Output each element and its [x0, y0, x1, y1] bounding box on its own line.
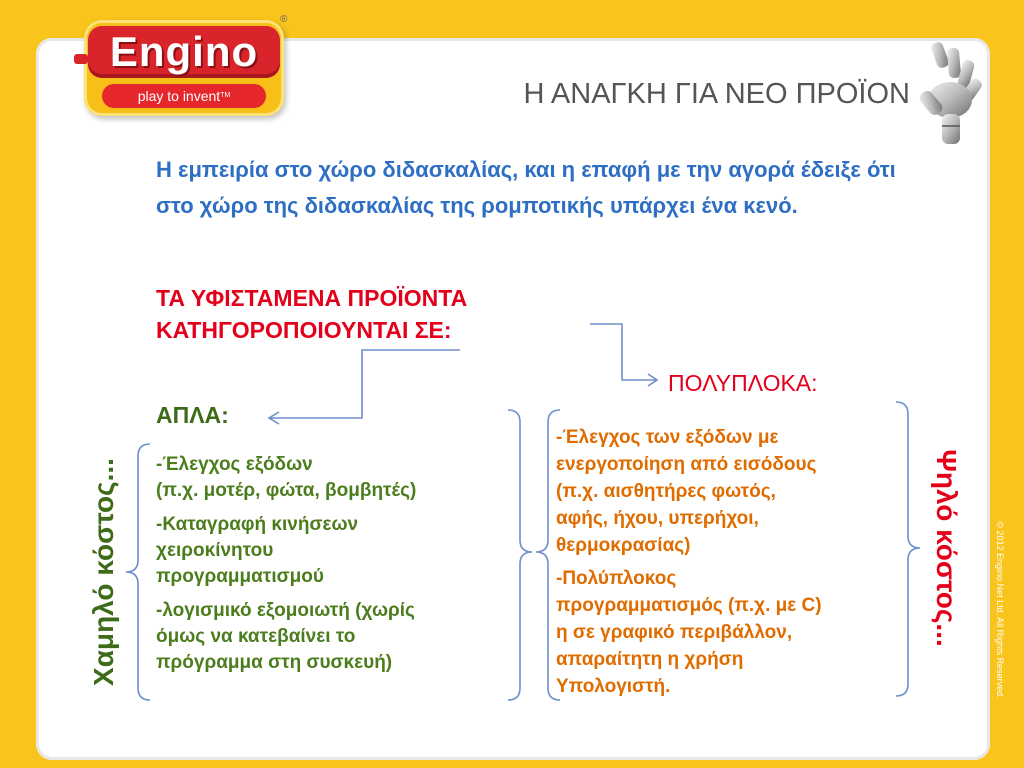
list-item-line: αφής, ήχου, υπερήχοι,: [556, 508, 759, 529]
list-item-line: όμως να κατεβαίνει το: [156, 626, 356, 647]
list-item-line: Υπολογιστή.: [556, 676, 671, 697]
complex-list-left-bracket: [536, 410, 560, 700]
list-item-line: η σε γραφικό περιβάλλον,: [556, 622, 793, 643]
list-item-line: -λογισμικό εξομοιωτή (χωρίς: [156, 600, 415, 621]
list-item-line: -Καταγραφή κινήσεων: [156, 514, 359, 535]
list-item-line: πρόγραμμα στη συσκευή): [156, 652, 393, 673]
categories-heading-line-2: ΚΑΤΗΓΟΡΟΠΟΙΟΥΝΤΑΙ ΣΕ:: [156, 317, 452, 343]
high-cost-bracket: [896, 402, 920, 696]
logo-brand: Engino: [88, 26, 280, 78]
low-cost-bracket: [126, 444, 150, 700]
list-item-line: -Έλεγχος εξόδων: [156, 454, 313, 475]
complex-category-label: ΠΟΛΥΠΛΟΚΑ:: [668, 370, 818, 396]
list-item-line: προγραμματισμός (π.χ. με C): [556, 595, 822, 616]
simple-category-label: ΑΠΛΑ:: [156, 402, 229, 428]
list-item-line: ενεργοποίηση από εισόδους: [556, 454, 817, 475]
logo-registered-mark: ®: [280, 14, 288, 25]
logo-tm-mark: TM: [220, 92, 231, 99]
list-item-line: θερμοκρασίας): [556, 535, 691, 556]
logo-tagline-text: play to invent: [137, 88, 221, 104]
list-item-line: -Πολύπλοκος: [556, 568, 677, 589]
arrow-to-complex: [590, 324, 656, 380]
list-item-line: απαραίτητη η χρήση: [556, 649, 744, 670]
list-item-line: χειροκίνητου: [156, 540, 274, 561]
arrow-to-simple: [270, 350, 460, 418]
copyright-notice: © 2012 Engino.Net Ltd. All Rights Reserved.: [995, 521, 1005, 699]
high-cost-label: Ψηλό κόστος...: [931, 449, 962, 647]
categories-heading-line-1: ΤΑ ΥΦΙΣΤΑΜΕΝΑ ΠΡΟΪΟΝΤΑ: [156, 285, 468, 311]
slide-title: Η ΑΝΑΓΚΗ ΓΙΑ ΝΕΟ ΠΡΟΪΟΝ: [523, 78, 910, 110]
intro-paragraph: Η εμπειρία στο χώρο διδασκαλίας, και η επαφή με την αγορά έδειξε ότι στο χώρο της διδασκαλίας της ρομποτικής υπάρχει ένα κενό.: [156, 157, 896, 218]
list-item-line: (π.χ. μοτέρ, φώτα, βομβητές): [156, 480, 417, 501]
list-item-line: -Έλεγχος των εξόδων με: [556, 427, 779, 448]
low-cost-label: Χαμηλό κόστος...: [88, 458, 119, 686]
simple-list-bracket: [508, 410, 532, 700]
list-item-line: (π.χ. αισθητήρες φωτός,: [556, 481, 776, 502]
list-item-line: προγραμματισμού: [156, 566, 324, 587]
